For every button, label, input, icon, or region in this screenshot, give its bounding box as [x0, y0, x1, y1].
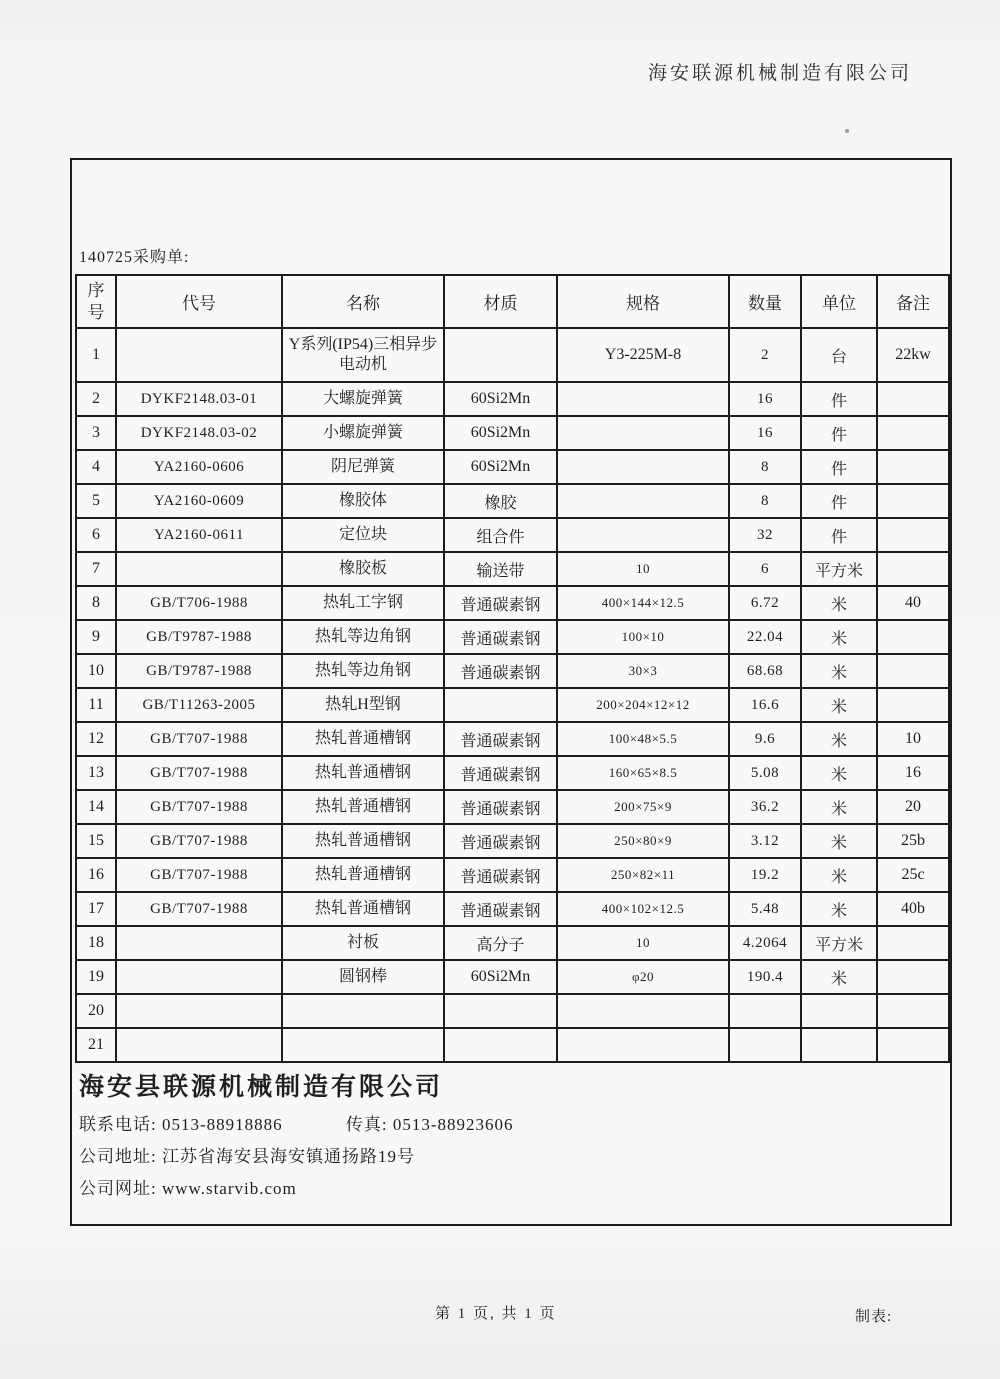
- table-body: [76, 328, 949, 1062]
- purchase-order-label: 140725采购单:: [79, 249, 190, 266]
- cell-spec: 200×204×12×12: [557, 688, 729, 722]
- cell-note: [877, 484, 949, 518]
- fax-label: 传真:: [345, 1115, 388, 1134]
- cell-name: 热轧普通槽钢: [282, 790, 444, 824]
- document-frame: [70, 158, 952, 1226]
- table-row: [76, 552, 949, 586]
- table-row: [76, 416, 949, 450]
- cell-qty: 3.12: [729, 824, 801, 858]
- phone-fax-line: [79, 1110, 939, 1135]
- cell-name: [282, 994, 444, 1028]
- cell-spec: [557, 1028, 729, 1062]
- cell-unit: 件: [801, 484, 877, 518]
- cell-name: 橡胶体: [282, 484, 444, 518]
- cell-no: 13: [76, 756, 116, 790]
- cell-name: 小螺旋弹簧: [282, 416, 444, 450]
- cell-unit: 平方米: [801, 926, 877, 960]
- table-row: [76, 688, 949, 722]
- cell-qty: 6.72: [729, 586, 801, 620]
- cell-unit: 件: [801, 416, 877, 450]
- cell-qty: 2: [729, 328, 801, 382]
- cell-material: 60Si2Mn: [444, 382, 557, 416]
- cell-note: 40b: [877, 892, 949, 926]
- cell-unit: 件: [801, 518, 877, 552]
- table-row: [76, 654, 949, 688]
- table-row: [76, 722, 949, 756]
- table-row: [76, 756, 949, 790]
- cell-unit: 台: [801, 328, 877, 382]
- website-line: [79, 1174, 939, 1199]
- table-row: [76, 382, 949, 416]
- cell-code: [116, 328, 282, 382]
- cell-unit: 米: [801, 824, 877, 858]
- cell-unit: 米: [801, 858, 877, 892]
- cell-no: 9: [76, 620, 116, 654]
- cell-qty: 32: [729, 518, 801, 552]
- cell-unit: 米: [801, 688, 877, 722]
- cell-name: [282, 1028, 444, 1062]
- cell-note: [877, 518, 949, 552]
- cell-unit: 米: [801, 892, 877, 926]
- cell-note: [877, 654, 949, 688]
- cell-code: GB/T9787-1988: [116, 654, 282, 688]
- cell-no: 20: [76, 994, 116, 1028]
- cell-note: [877, 620, 949, 654]
- cell-name: 衬板: [282, 926, 444, 960]
- cell-name: 橡胶板: [282, 552, 444, 586]
- cell-qty: 16: [729, 382, 801, 416]
- cell-unit: 米: [801, 790, 877, 824]
- cell-no: 16: [76, 858, 116, 892]
- cell-name: 大螺旋弹簧: [282, 382, 444, 416]
- cell-material: 60Si2Mn: [444, 960, 557, 994]
- cell-note: [877, 552, 949, 586]
- cell-note: 20: [877, 790, 949, 824]
- cell-no: 21: [76, 1028, 116, 1062]
- cell-code: [116, 552, 282, 586]
- table-row: [76, 586, 949, 620]
- cell-qty: 6: [729, 552, 801, 586]
- cell-material: [444, 328, 557, 382]
- cell-unit: [801, 1028, 877, 1062]
- cell-code: [116, 994, 282, 1028]
- cell-name: 热轧普通槽钢: [282, 858, 444, 892]
- cell-no: 12: [76, 722, 116, 756]
- cell-spec: 100×48×5.5: [557, 722, 729, 756]
- page-number-info: 第 1 页, 共 1 页: [435, 1306, 557, 1322]
- cell-no: 18: [76, 926, 116, 960]
- prepared-by-label: 制表:: [855, 1309, 893, 1325]
- cell-unit: 米: [801, 654, 877, 688]
- cell-name: 圆钢棒: [282, 960, 444, 994]
- address-value: 江苏省海安县海安镇通扬路19号: [161, 1147, 415, 1166]
- cell-code: [116, 1028, 282, 1062]
- cell-unit: [801, 994, 877, 1028]
- header-seq: 序号: [76, 275, 116, 328]
- cell-unit: 米: [801, 960, 877, 994]
- cell-unit: 件: [801, 450, 877, 484]
- cell-no: 8: [76, 586, 116, 620]
- table-row: [76, 484, 949, 518]
- cell-qty: 68.68: [729, 654, 801, 688]
- cell-note: 25c: [877, 858, 949, 892]
- header-note: 备注: [877, 275, 949, 328]
- cell-note: [877, 382, 949, 416]
- cell-spec: 100×10: [557, 620, 729, 654]
- cell-code: GB/T707-1988: [116, 722, 282, 756]
- cell-no: 10: [76, 654, 116, 688]
- cell-code: DYKF2148.03-02: [116, 416, 282, 450]
- cell-note: 16: [877, 756, 949, 790]
- cell-qty: 22.04: [729, 620, 801, 654]
- cell-material: [444, 994, 557, 1028]
- cell-code: GB/T11263-2005: [116, 688, 282, 722]
- cell-code: [116, 960, 282, 994]
- cell-qty: 5.08: [729, 756, 801, 790]
- cell-spec: 10: [557, 926, 729, 960]
- table-row: [76, 790, 949, 824]
- cell-qty: 8: [729, 484, 801, 518]
- header-code: 代号: [116, 275, 282, 328]
- cell-material: 60Si2Mn: [444, 450, 557, 484]
- table-row: [76, 450, 949, 484]
- cell-material: 普通碳素钢: [444, 892, 557, 926]
- cell-note: [877, 994, 949, 1028]
- cell-name: 热轧普通槽钢: [282, 892, 444, 926]
- cell-no: 14: [76, 790, 116, 824]
- cell-unit: 米: [801, 620, 877, 654]
- cell-qty: 19.2: [729, 858, 801, 892]
- cell-no: 15: [76, 824, 116, 858]
- cell-material: 橡胶: [444, 484, 557, 518]
- address-line: [79, 1142, 939, 1167]
- cell-no: 3: [76, 416, 116, 450]
- cell-name: 热轧普通槽钢: [282, 722, 444, 756]
- cell-note: 25b: [877, 824, 949, 858]
- cell-code: GB/T707-1988: [116, 858, 282, 892]
- letterhead-company-name: 海安联源机械制造有限公司: [647, 63, 912, 84]
- cell-spec: 200×75×9: [557, 790, 729, 824]
- cell-note: [877, 416, 949, 450]
- company-name: 海安县联源机械制造有限公司: [79, 1074, 444, 1101]
- cell-code: GB/T706-1988: [116, 586, 282, 620]
- cell-name: 定位块: [282, 518, 444, 552]
- cell-qty: 190.4: [729, 960, 801, 994]
- cell-name: 热轧普通槽钢: [282, 756, 444, 790]
- cell-unit: 平方米: [801, 552, 877, 586]
- cell-material: 普通碳素钢: [444, 824, 557, 858]
- cell-qty: 9.6: [729, 722, 801, 756]
- header-name: 名称: [282, 275, 444, 328]
- cell-note: 40: [877, 586, 949, 620]
- cell-name: 热轧工字钢: [282, 586, 444, 620]
- cell-qty: 5.48: [729, 892, 801, 926]
- cell-no: 19: [76, 960, 116, 994]
- purchase-order-table: [75, 274, 950, 1063]
- table-row: [76, 926, 949, 960]
- cell-material: 高分子: [444, 926, 557, 960]
- cell-unit: 米: [801, 586, 877, 620]
- cell-code: GB/T707-1988: [116, 790, 282, 824]
- cell-spec: 400×102×12.5: [557, 892, 729, 926]
- cell-qty: 16.6: [729, 688, 801, 722]
- cell-material: 输送带: [444, 552, 557, 586]
- header-unit: 单位: [801, 275, 877, 328]
- cell-spec: 160×65×8.5: [557, 756, 729, 790]
- cell-spec: [557, 484, 729, 518]
- website-label: 公司网址:: [79, 1179, 157, 1198]
- header-qty: 数量: [729, 275, 801, 328]
- cell-spec: [557, 450, 729, 484]
- table-header: [76, 275, 949, 328]
- scan-artifact-dot: [845, 129, 849, 133]
- cell-material: 普通碳素钢: [444, 790, 557, 824]
- phone-label: 联系电话:: [79, 1115, 157, 1134]
- cell-code: GB/T707-1988: [116, 756, 282, 790]
- cell-code: [116, 926, 282, 960]
- table-row: [76, 1028, 949, 1062]
- table-row: [76, 960, 949, 994]
- cell-name: 热轧普通槽钢: [282, 824, 444, 858]
- cell-spec: 30×3: [557, 654, 729, 688]
- cell-qty: [729, 1028, 801, 1062]
- cell-note: [877, 960, 949, 994]
- cell-code: YA2160-0609: [116, 484, 282, 518]
- cell-spec: 10: [557, 552, 729, 586]
- table-row: [76, 518, 949, 552]
- phone-number: 0513-88918886: [161, 1115, 283, 1134]
- cell-name: 阴尼弹簧: [282, 450, 444, 484]
- cell-no: 1: [76, 328, 116, 382]
- website-value: www.starvib.com: [161, 1179, 297, 1198]
- cell-no: 4: [76, 450, 116, 484]
- cell-material: 普通碳素钢: [444, 586, 557, 620]
- cell-material: [444, 688, 557, 722]
- cell-spec: [557, 994, 729, 1028]
- cell-qty: [729, 994, 801, 1028]
- cell-material: 普通碳素钢: [444, 654, 557, 688]
- cell-note: 10: [877, 722, 949, 756]
- table-row: [76, 994, 949, 1028]
- cell-spec: φ20: [557, 960, 729, 994]
- cell-unit: 米: [801, 756, 877, 790]
- fax-number: 0513-88923606: [392, 1115, 514, 1134]
- cell-material: 60Si2Mn: [444, 416, 557, 450]
- table-row: [76, 328, 949, 382]
- cell-code: GB/T707-1988: [116, 892, 282, 926]
- cell-spec: 400×144×12.5: [557, 586, 729, 620]
- cell-no: 7: [76, 552, 116, 586]
- cell-material: 普通碳素钢: [444, 722, 557, 756]
- address-label: 公司地址:: [79, 1147, 157, 1166]
- cell-qty: 36.2: [729, 790, 801, 824]
- cell-name: 热轧等边角钢: [282, 654, 444, 688]
- cell-spec: [557, 518, 729, 552]
- cell-material: 组合件: [444, 518, 557, 552]
- cell-no: 6: [76, 518, 116, 552]
- cell-qty: 8: [729, 450, 801, 484]
- header-material: 材质: [444, 275, 557, 328]
- cell-qty: 4.2064: [729, 926, 801, 960]
- header-row: [76, 275, 949, 328]
- table-row: [76, 858, 949, 892]
- cell-no: 2: [76, 382, 116, 416]
- cell-name: Y系列(IP54)三相异步电动机: [282, 328, 444, 382]
- table-row: [76, 824, 949, 858]
- cell-note: [877, 1028, 949, 1062]
- cell-name: 热轧等边角钢: [282, 620, 444, 654]
- cell-no: 17: [76, 892, 116, 926]
- cell-note: [877, 926, 949, 960]
- cell-unit: 件: [801, 382, 877, 416]
- header-spec: 规格: [557, 275, 729, 328]
- table-row: [76, 620, 949, 654]
- cell-code: YA2160-0606: [116, 450, 282, 484]
- cell-spec: 250×82×11: [557, 858, 729, 892]
- cell-spec: Y3-225M-8: [557, 328, 729, 382]
- cell-note: [877, 688, 949, 722]
- cell-spec: 250×80×9: [557, 824, 729, 858]
- cell-code: DYKF2148.03-01: [116, 382, 282, 416]
- cell-spec: [557, 382, 729, 416]
- cell-unit: 米: [801, 722, 877, 756]
- company-footer-block: [79, 1067, 939, 1206]
- cell-no: 11: [76, 688, 116, 722]
- cell-material: 普通碳素钢: [444, 756, 557, 790]
- cell-code: GB/T9787-1988: [116, 620, 282, 654]
- cell-note: 22kw: [877, 328, 949, 382]
- table-row: [76, 892, 949, 926]
- cell-note: [877, 450, 949, 484]
- cell-spec: [557, 416, 729, 450]
- cell-material: 普通碳素钢: [444, 858, 557, 892]
- cell-material: 普通碳素钢: [444, 620, 557, 654]
- cell-name: 热轧H型钢: [282, 688, 444, 722]
- cell-no: 5: [76, 484, 116, 518]
- cell-code: GB/T707-1988: [116, 824, 282, 858]
- cell-material: [444, 1028, 557, 1062]
- cell-code: YA2160-0611: [116, 518, 282, 552]
- cell-qty: 16: [729, 416, 801, 450]
